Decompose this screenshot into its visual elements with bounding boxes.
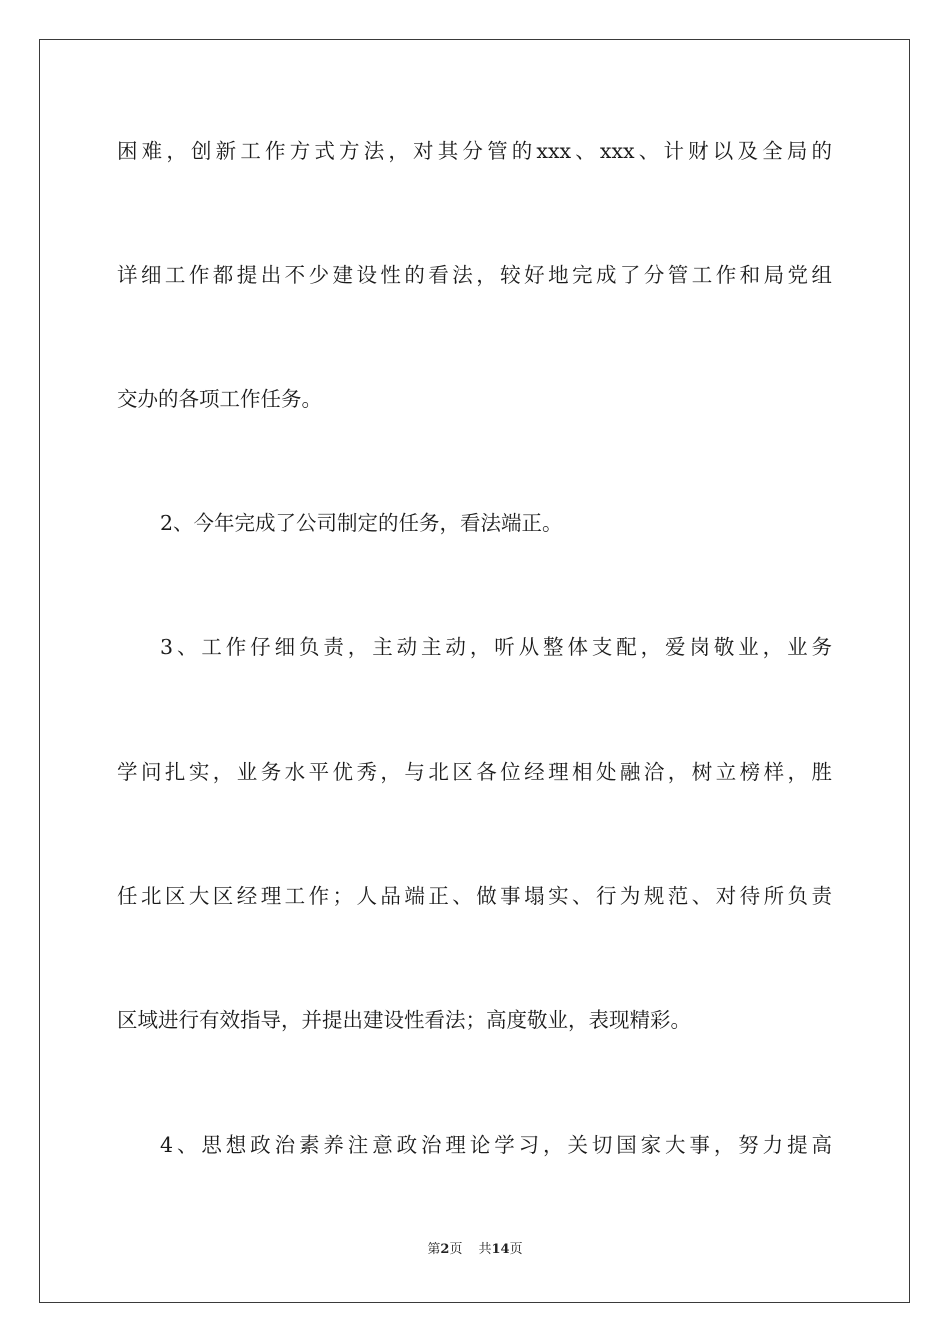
page-suffix: 页 [449,1242,463,1257]
body-text-line: 困难，创新工作方式方法，对其分管的xxx、xxx、计财以及全局的 [117,139,832,163]
body-text-line: 区域进行有效指导，并提出建设性看法；高度敬业，表现精彩。 [117,1008,691,1032]
page-footer [0,1241,950,1259]
body-text-line: 详细工作都提出不少建设性的看法，较好地完成了分管工作和局党组 [117,263,832,287]
page-number: 2 [440,1242,450,1257]
page-frame [39,39,910,1303]
paragraph-4-line: 4、思想政治素养注意政治理论学习，关切国家大事，努力提高 [160,1133,832,1157]
paragraph-2-line: 2、今年完成了公司制定的任务，看法端正。 [160,511,563,535]
total-pages: 14 [491,1242,510,1257]
page-prefix: 第 [427,1242,441,1257]
body-text-line: 交办的各项工作任务。 [117,387,322,411]
total-prefix: 共 [478,1242,492,1257]
total-suffix: 页 [509,1242,523,1257]
body-text-line: 任北区大区经理工作；人品端正、做事塌实、行为规范、对待所负责 [117,884,832,908]
body-text-line: 学问扎实，业务水平优秀，与北区各位经理相处融洽，树立榜样，胜 [117,760,832,784]
paragraph-3-line: 3、工作仔细负责，主动主动，听从整体支配，爱岗敬业，业务 [160,635,832,659]
